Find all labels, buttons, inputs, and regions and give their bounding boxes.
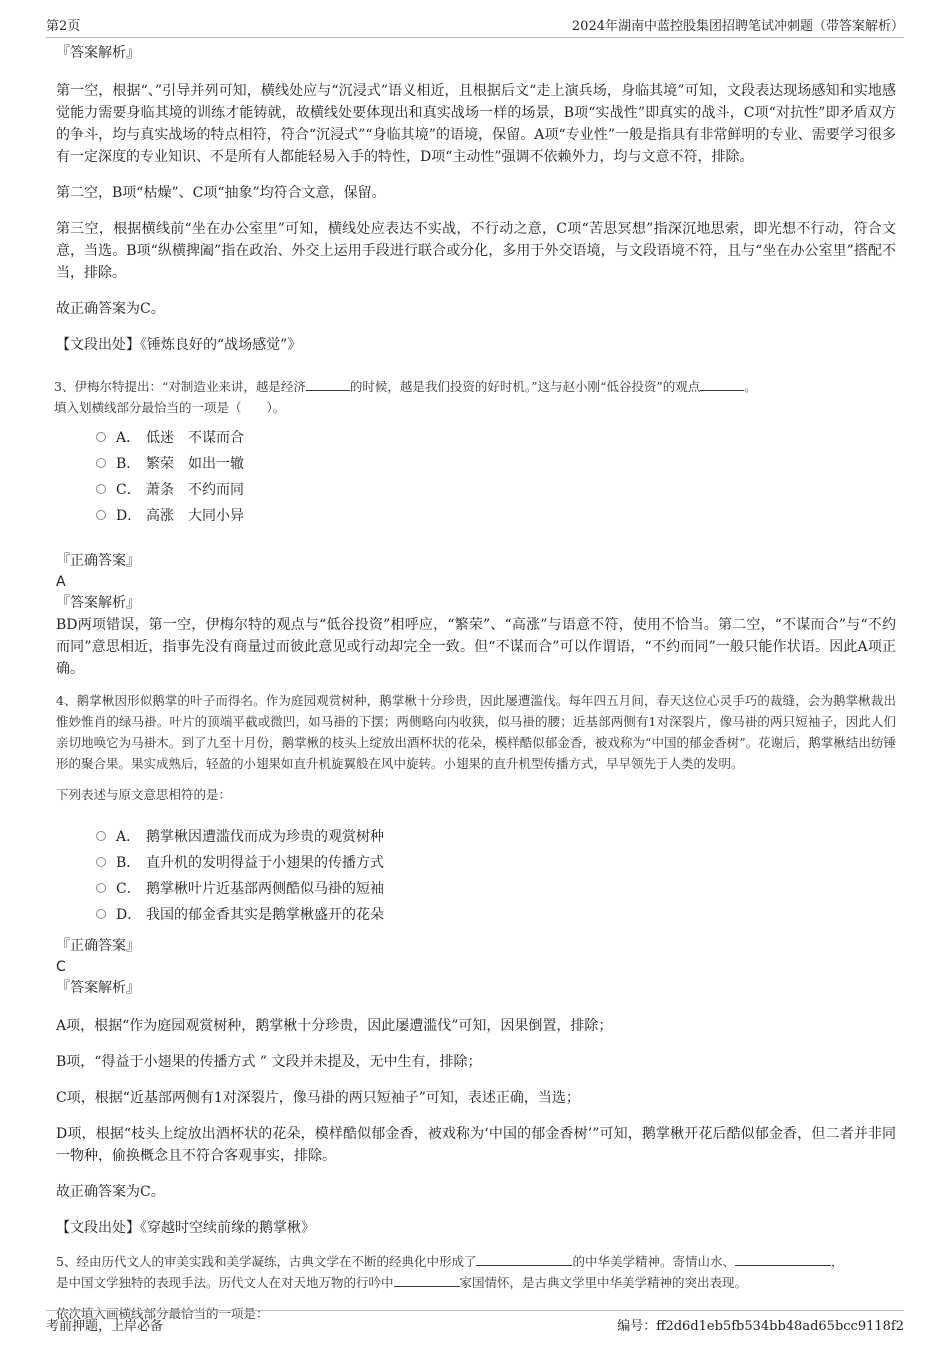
radio-icon[interactable] <box>96 484 106 494</box>
q2-analysis-paragraph-2: 第二空，B项“枯燥”、C项“抽象”均符合文意，保留。 <box>56 185 386 201</box>
q3-stem: 3、伊梅尔特提出：“对制造业来讲，越是经济 的时候，越是我们投资的好时机。”这与赵小刚“低谷投资”的观点 。 <box>54 376 896 397</box>
radio-icon[interactable] <box>96 909 106 919</box>
q4-answer-label: 『正确答案』 <box>56 938 140 954</box>
q3-instruction: 填入划横线部分最恰当的一项是（ ）。 <box>54 400 286 415</box>
q4-answer: C <box>56 959 66 975</box>
q4-prompt: 下列表述与原文意思相符的是： <box>56 787 232 802</box>
blank-1 <box>476 1251 572 1266</box>
radio-icon[interactable] <box>96 883 106 893</box>
q2-analysis-paragraph-3: 第三空，根据横线前“坐在办公室里”可知，横线处应表达不实战，不行动之意，C项“苦思冥想”指深沉地思索，即光想不行动，符合文意，当选。B项“纵横捭阖”指在政治、外交上运用手段进行联合或分化，多用于外交语境，与文段语境不符，且与“坐在办公室里”搭配不当，排除。 <box>56 221 896 281</box>
blank-1 <box>306 376 350 391</box>
q3-answer-label: 『正确答案』 <box>56 553 140 569</box>
question-3 <box>54 376 896 418</box>
q4-analysis-c: C项，根据“近基部两侧有1对深裂片，像马褂的两只短袖子”可知，表述正确，当选； <box>56 1090 580 1106</box>
q4-option-a[interactable]: A． 鹅掌楸因遭滥伐而成为珍贵的观赏树种 <box>96 823 896 849</box>
q5-stem: 5、经由历代文人的审美实践和美学凝练，古典文学在不断的经典化中形成了 的中华美学精神。寄情山水、 ， 是中国文学独特的表现手法。历代文人在对天地万物的行吟中 家国情怀，是古典文学里中华美学精神的突出表现。 <box>56 1251 896 1293</box>
q4-analysis-label: 『答案解析』 <box>56 980 140 996</box>
page-number: 第2页 <box>46 19 81 34</box>
q3-option-a[interactable]: A． 低迷 不谋而合 <box>96 424 896 450</box>
q2-analysis-label: 『答案解析』 <box>56 45 140 61</box>
radio-icon[interactable] <box>96 458 106 468</box>
q4-stem: 4、鹅掌楸因形似鹅掌的叶子而得名。作为庭园观赏树种，鹅掌楸十分珍贵，因此屡遭滥伐。每年四五月间，春天这位心灵手巧的裁缝，会为鹅掌楸裁出惟妙惟肖的绿马褂。叶片的顶端平截或微凹，如马褂的下摆；两侧略向内收狭，似马褂的腰；近基部两侧有1对深裂片，像马褂的两只短袖子，因此人们亲切地唤它为马褂木。到了九至十月份，鹅掌楸的枝头上绽放出酒杯状的花朵，模样酷似郁金香，被戏称为“中国的郁金香树”。花谢后，鹅掌楸结出纺锤形的聚合果。果实成熟后，轻盈的小翅果如直升机旋翼般在风中旋转。小翅果的直升机型传播方式，早早领先于人类的发明。 <box>56 693 896 771</box>
q3-analysis: BD两项错误，第一空，伊梅尔特的观点与“低谷投资”相呼应，“繁荣”、“高涨”与语意不符，使用不恰当。第二空，“不谋而合”与“不约而同”意思相近，指事先没有商量过而彼此意见或行动却完全一致。但“不谋而合”可以作谓语，“不约而同”一般只能作状语。因此A项正确。 <box>56 617 896 677</box>
q4-source: 【文段出处】《穿越时空续前缘的鹅掌楸》 <box>56 1220 315 1236</box>
q4-analysis-b: B项，“得益于小翅果的传播方式 ” 文段并未提及，无中生有，排除； <box>56 1054 482 1070</box>
q2-analysis-paragraph-1: 第一空，根据“、”引导并列可知，横线处应与“沉浸式”语义相近，且根据后文“走上演兵场，身临其境”可知，文段表达现场感知和实地感觉能力需要身临其境的训练才能铸就，故横线处要体现出和真实战场一样的场景，B项“实战性”即真实的战斗，C项“对抗性”即矛盾双方的争斗，均与真实战场的特点相符，符合“沉浸式”“身临其境”的语境，保留。A项“专业性”一般是指具有非常鲜明的专业、需要学习很多有一定深度的专业知识、不是所有人都能轻易入手的特性，D项“主动性”强调不依赖外力，均与文意不符，排除。 <box>56 83 896 165</box>
q4-options <box>96 823 896 927</box>
q3-option-b[interactable]: B． 繁荣 如出一辙 <box>96 450 896 476</box>
blank-3 <box>394 1272 460 1287</box>
q3-option-c[interactable]: C． 萧条 不约而同 <box>96 476 896 502</box>
q4-analysis-d: D项，根据“枝头上绽放出酒杯状的花朵，模样酷似郁金香，被戏称为‘中国的郁金香树’”可知，鹅掌楸开花后酷似郁金香，但二者并非同一物种，偷换概念且不符合客观事实，排除。 <box>56 1126 896 1164</box>
q4-option-c[interactable]: C． 鹅掌楸叶片近基部两侧酷似马褂的短袖 <box>96 875 896 901</box>
q3-option-d[interactable]: D． 高涨 大同小异 <box>96 502 896 528</box>
q3-analysis-label: 『答案解析』 <box>56 595 140 611</box>
blank-2 <box>735 1251 831 1266</box>
radio-icon[interactable] <box>96 510 106 520</box>
radio-icon[interactable] <box>96 857 106 867</box>
document-id: 编号：ff2d6d1eb5fb534bb48ad65bcc9118f2 <box>617 1319 904 1334</box>
blank-2 <box>700 376 744 391</box>
q4-option-d[interactable]: D． 我国的郁金香其实是鹅掌楸盛开的花朵 <box>96 901 896 927</box>
page-footer <box>46 1310 904 1335</box>
footer-slogan: 考前押题，上岸必备 <box>46 1319 164 1334</box>
q2-conclusion: 故正确答案为C。 <box>56 301 165 317</box>
page-header <box>46 14 904 38</box>
page-content <box>56 42 896 1324</box>
q5-prompt: 依次填入画横线部分最恰当的一项是： <box>56 1306 269 1321</box>
radio-icon[interactable] <box>96 432 106 442</box>
q3-answer: A <box>56 574 66 590</box>
document-title: 2024年湖南中蓝控股集团招聘笔试冲刺题（带答案解析） <box>571 19 904 34</box>
q4-option-b[interactable]: B． 直升机的发明得益于小翅果的传播方式 <box>96 849 896 875</box>
q4-analysis-a: A项，根据“作为庭园观赏树种，鹅掌楸十分珍贵，因此屡遭滥伐”可知，因果倒置，排除； <box>56 1018 613 1034</box>
q4-conclusion: 故正确答案为C。 <box>56 1184 165 1200</box>
q3-options <box>96 424 896 528</box>
radio-icon[interactable] <box>96 831 106 841</box>
q2-source: 【文段出处】《锤炼良好的“战场感觉”》 <box>56 337 302 353</box>
